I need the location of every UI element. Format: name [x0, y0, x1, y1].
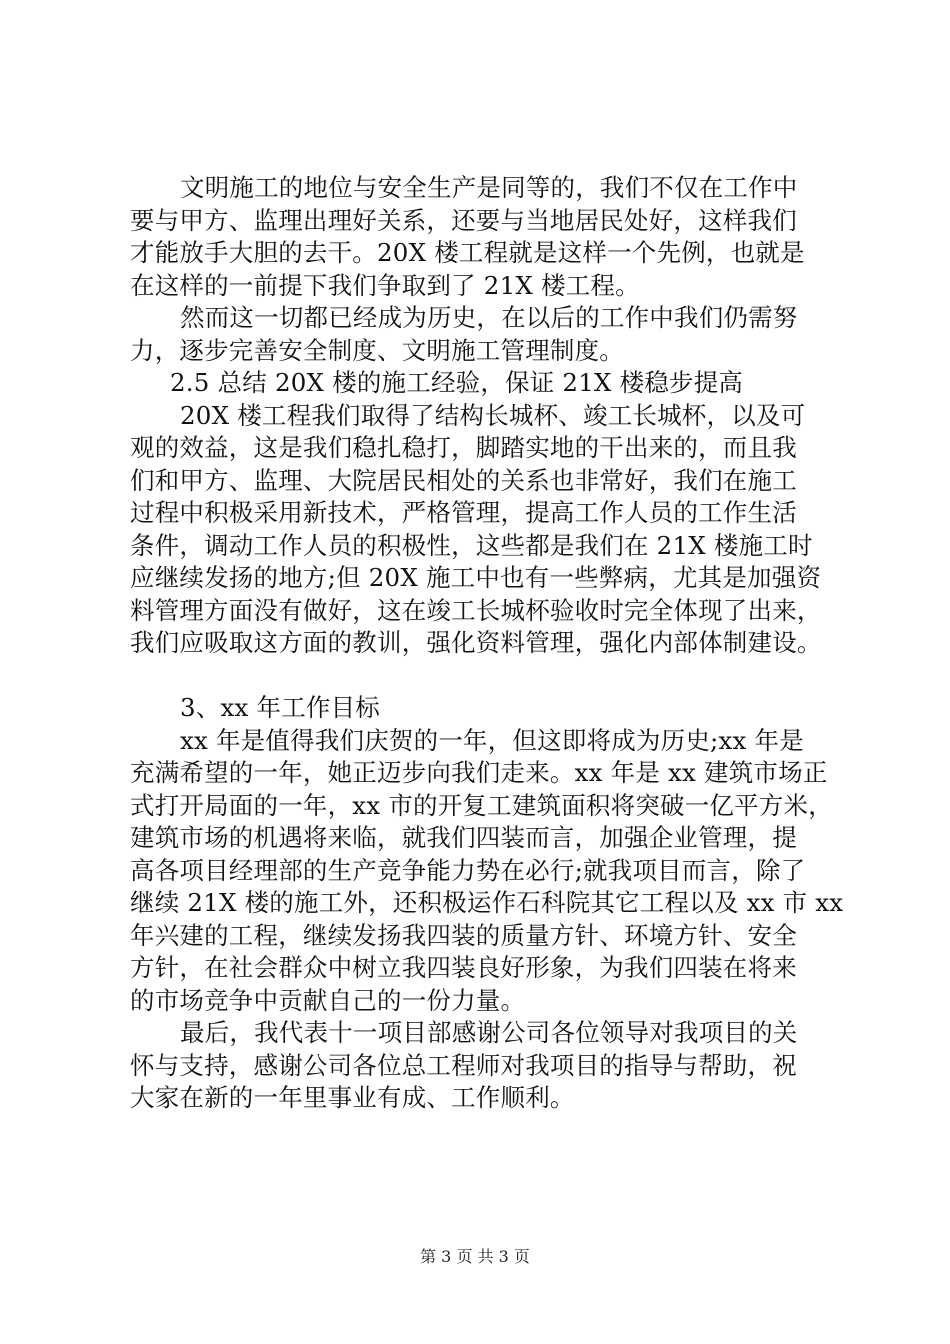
paragraph-line: 力，逐步完善安全制度、文明施工管理制度。	[130, 335, 624, 365]
paragraph-line: 我们应吸取这方面的教训，强化资料管理，强化内部体制建设。	[130, 628, 822, 657]
paragraph-line: 要与甲方、监理出理好关系，还要与当地居民处好，这样我们	[130, 205, 797, 235]
paragraph-line: 才能放手大胆的去干。20X 楼工程就是这样一个先例，也就是	[130, 238, 805, 267]
paragraph-line: 料管理方面没有做好，这在竣工长城杯验收时完全体现了出来，	[130, 595, 822, 625]
document-body	[130, 172, 842, 1115]
paragraph-line: 年兴建的工程，继续发扬我四装的质量方针、环境方针、安全	[130, 920, 797, 950]
paragraph-line: 们和甲方、监理、大院居民相处的关系也非常好，我们在施工	[130, 465, 797, 495]
paragraph-line: 最后，我代表十一项目部感谢公司各位领导对我项目的关	[180, 1018, 798, 1047]
paragraph-line: 高各项目经理部的生产竞争能力势在必行;就我项目而言，除了	[130, 855, 806, 885]
page-number-footer: 第 3 页 共 3 页	[420, 1247, 530, 1266]
paragraph-spacer	[130, 660, 842, 693]
paragraph-line: 继续 21X 楼的施工外，还积极运作石科院其它工程以及 xx 市 xx	[130, 888, 844, 917]
paragraph-line: 观的效益，这是我们稳扎稳打，脚踏实地的干出来的，而且我	[130, 433, 797, 462]
section-heading: 2.5 总结 20X 楼的施工经验，保证 21X 楼稳步提高	[170, 368, 744, 397]
paragraph-line: 20X 楼工程我们取得了结构长城杯、竣工长城杯，以及可	[180, 400, 806, 430]
paragraph-line: xx 年是值得我们庆贺的一年，但这即将成为历史;xx 年是	[180, 725, 804, 755]
paragraph-line: 然而这一切都已经成为历史，在以后的工作中我们仍需努	[180, 303, 798, 332]
paragraph-line: 条件，调动工作人员的积极性，这些都是我们在 21X 楼施工时	[130, 530, 813, 560]
paragraph-line: 过程中积极采用新技术，严格管理，提高工作人员的工作生活	[130, 498, 797, 527]
paragraph-line: 文明施工的地位与安全生产是同等的，我们不仅在工作中	[180, 173, 798, 202]
paragraph-line: 怀与支持，感谢公司各位总工程师对我项目的指导与帮助，祝	[130, 1050, 797, 1080]
paragraph-line: 大家在新的一年里事业有成、工作顺利。	[130, 1083, 575, 1112]
paragraph-line: 式打开局面的一年，xx 市的开复工建筑面积将突破一亿平方米，	[130, 790, 833, 820]
paragraph-line: 建筑市场的机遇将来临，就我们四装而言，加强企业管理，提	[130, 823, 797, 852]
paragraph-line: 方针，在社会群众中树立我四装良好形象，为我们四装在将来	[130, 953, 797, 982]
section-heading: 3、xx 年工作目标	[180, 693, 381, 722]
paragraph-line: 充满希望的一年，她正迈步向我们走来。xx 年是 xx 建筑市场正	[130, 758, 828, 787]
paragraph-line: 的市场竞争中贡献自己的一份力量。	[130, 985, 526, 1015]
paragraph-line: 在这样的一前提下我们争取到了 21X 楼工程。	[130, 270, 640, 300]
paragraph-line: 应继续发扬的地方;但 20X 施工中也有一些弊病，尤其是加强资	[130, 563, 822, 592]
